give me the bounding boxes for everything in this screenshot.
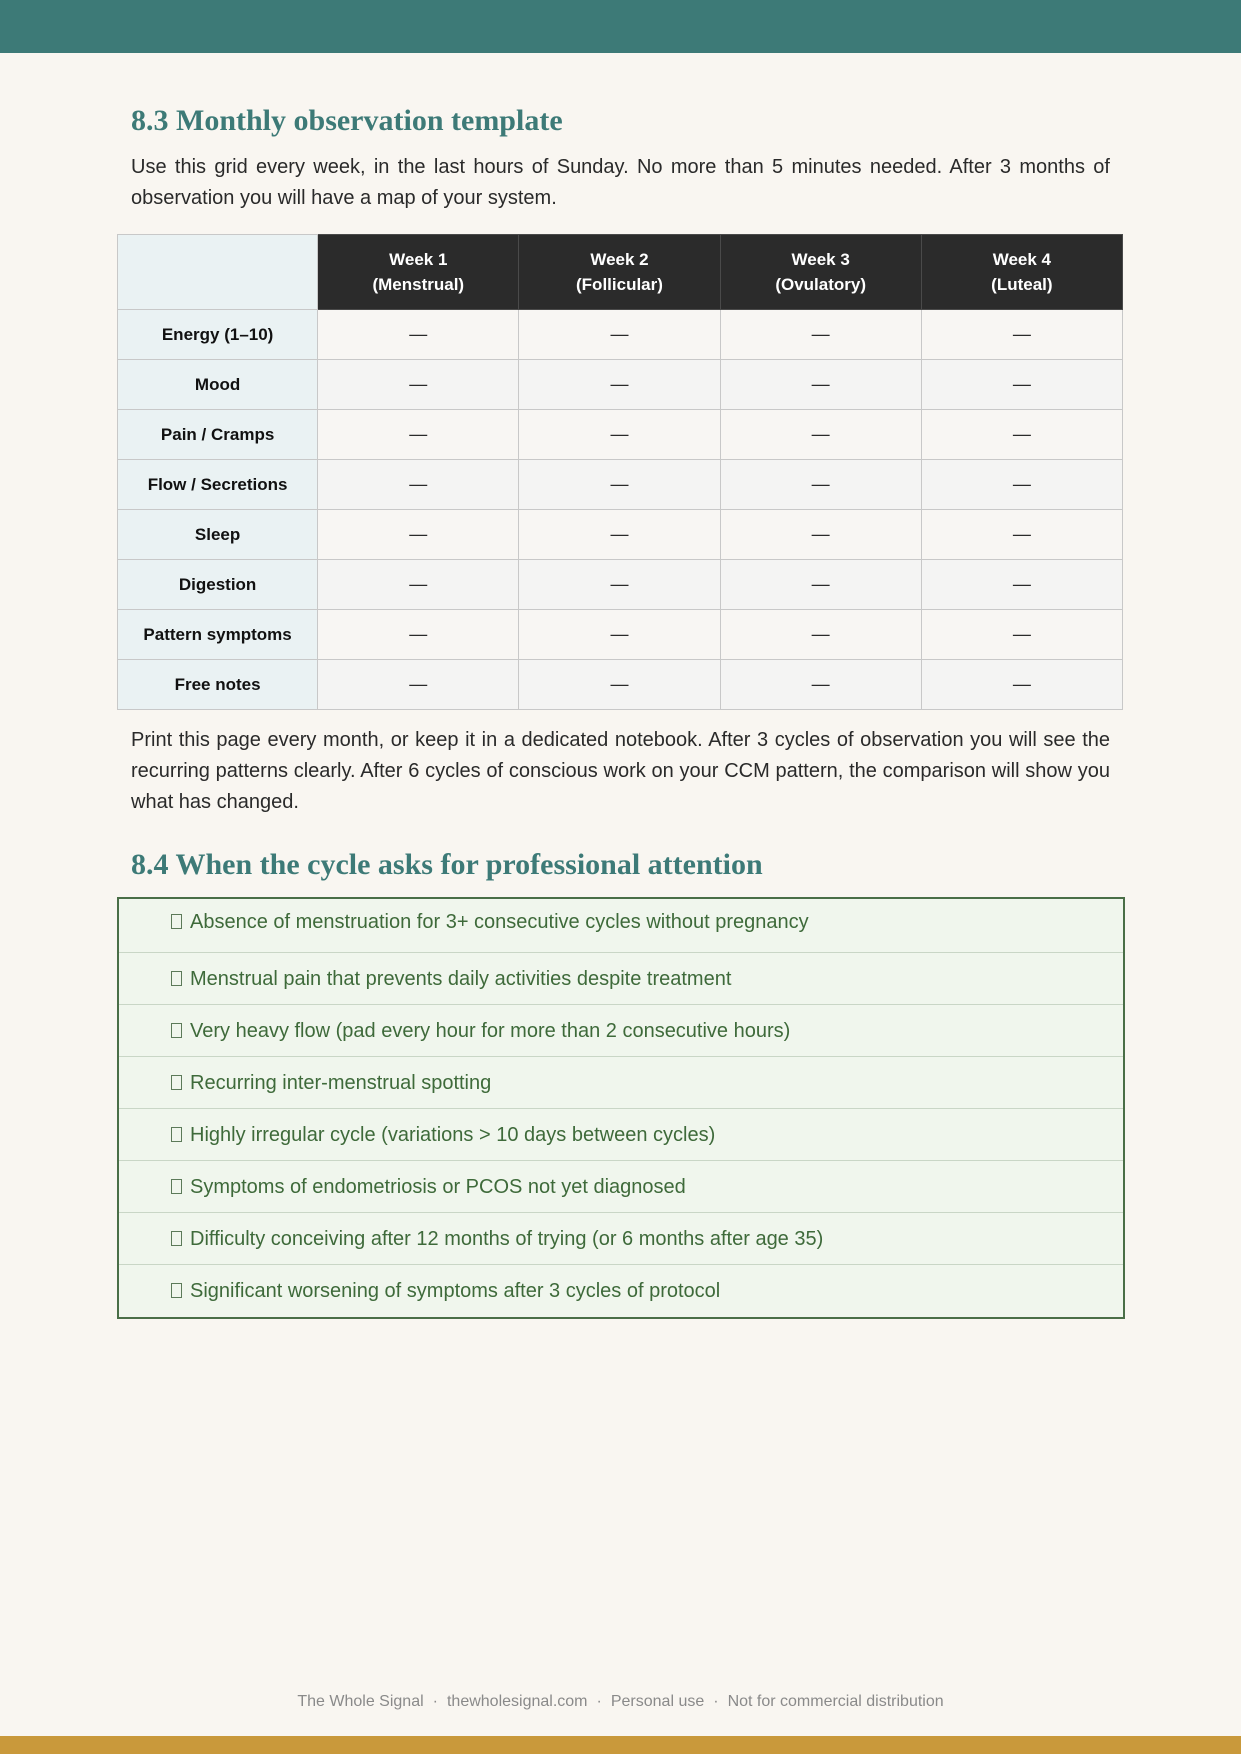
table-cell: — bbox=[318, 360, 519, 410]
table-cell: — bbox=[720, 410, 921, 460]
footer-notice: Not for commercial distribution bbox=[727, 1693, 944, 1710]
after-table-wrap bbox=[131, 725, 1110, 818]
row-label: Energy (1–10) bbox=[118, 310, 318, 360]
checklist-item-text: Very heavy flow (pad every hour for more than 2 consecutive hours) bbox=[190, 1019, 791, 1042]
table-cell: — bbox=[921, 310, 1122, 360]
table-row bbox=[118, 610, 1123, 660]
table-cell: — bbox=[519, 310, 720, 360]
row-label: Flow / Secretions bbox=[118, 460, 318, 510]
row-label: Mood bbox=[118, 360, 318, 410]
week-label: Week 1 bbox=[389, 250, 448, 269]
table-cell: — bbox=[720, 510, 921, 560]
table-cell: — bbox=[519, 510, 720, 560]
checklist-item-text: Symptoms of endometriosis or PCOS not yet diagnosed bbox=[190, 1175, 686, 1198]
section-title-8-4: 8.4 When the cycle asks for professional attention bbox=[131, 848, 763, 881]
checklist-item-text: Absence of menstruation for 3+ consecutive cycles without pregnancy bbox=[190, 910, 809, 933]
table-cell: — bbox=[720, 610, 921, 660]
checklist-item bbox=[119, 1108, 1123, 1161]
phase-label: (Ovulatory) bbox=[775, 275, 866, 294]
phase-label: (Menstrual) bbox=[372, 275, 465, 294]
table-cell: — bbox=[318, 460, 519, 510]
table-cell: — bbox=[720, 360, 921, 410]
checklist-item bbox=[119, 1056, 1123, 1109]
table-cell: — bbox=[318, 610, 519, 660]
table-cell: — bbox=[720, 460, 921, 510]
checklist-item bbox=[119, 1160, 1123, 1213]
table-cell: — bbox=[519, 560, 720, 610]
table-cell: — bbox=[720, 560, 921, 610]
checklist-item bbox=[119, 1212, 1123, 1265]
week-label: Week 3 bbox=[791, 250, 850, 269]
table-row bbox=[118, 660, 1123, 710]
table-cell: — bbox=[921, 460, 1122, 510]
checklist-item-text: Highly irregular cycle (variations > 10 days between cycles) bbox=[190, 1123, 716, 1146]
checkbox-icon[interactable] bbox=[171, 1023, 182, 1038]
checklist-item bbox=[119, 952, 1123, 1005]
bottom-banner bbox=[0, 1736, 1241, 1754]
table-header-row bbox=[118, 235, 1123, 310]
week-label: Week 4 bbox=[992, 250, 1052, 269]
table-cell: — bbox=[318, 510, 519, 560]
section-title-8-3: 8.3 Monthly observation template bbox=[131, 104, 563, 137]
footer-separator: · bbox=[432, 1693, 438, 1710]
row-label: Free notes bbox=[118, 660, 318, 710]
table-cell: — bbox=[519, 460, 720, 510]
table-corner-cell bbox=[118, 235, 318, 310]
checklist-item bbox=[119, 1004, 1123, 1057]
intro-paragraph-wrap bbox=[131, 152, 1110, 214]
table-header-week bbox=[519, 235, 720, 310]
checklist-item-text: Difficulty conceiving after 12 months of trying (or 6 months after age 35) bbox=[190, 1227, 824, 1250]
footer-separator: · bbox=[713, 1693, 719, 1710]
table-cell: — bbox=[720, 310, 921, 360]
table-row bbox=[118, 410, 1123, 460]
checklist-item bbox=[119, 899, 1123, 953]
table-row bbox=[118, 460, 1123, 510]
checkbox-icon[interactable] bbox=[171, 1231, 182, 1246]
checkbox-icon[interactable] bbox=[171, 1283, 182, 1298]
row-label: Pattern symptoms bbox=[118, 610, 318, 660]
table-cell: — bbox=[921, 610, 1122, 660]
table-header-week bbox=[720, 235, 921, 310]
row-label: Digestion bbox=[118, 560, 318, 610]
checkbox-icon[interactable] bbox=[171, 1179, 182, 1194]
observation-table bbox=[117, 234, 1123, 710]
row-label: Pain / Cramps bbox=[118, 410, 318, 460]
table-row bbox=[118, 360, 1123, 410]
phase-label: (Follicular) bbox=[576, 275, 663, 294]
checklist-item bbox=[119, 1264, 1123, 1317]
table-row bbox=[118, 310, 1123, 360]
checkbox-icon[interactable] bbox=[171, 1075, 182, 1090]
table-cell: — bbox=[519, 360, 720, 410]
table-header-week bbox=[318, 235, 519, 310]
table-cell: — bbox=[921, 410, 1122, 460]
table-cell: — bbox=[318, 310, 519, 360]
footer-separator: · bbox=[596, 1693, 602, 1710]
intro-paragraph: Use this grid every week, in the last hours of Sunday. No more than 5 minutes needed. After 3 months of observation you will have a map of your system. bbox=[131, 156, 1110, 209]
top-banner bbox=[0, 0, 1241, 53]
checkbox-icon[interactable] bbox=[171, 914, 182, 929]
table-cell: — bbox=[921, 360, 1122, 410]
row-label: Sleep bbox=[118, 510, 318, 560]
table-cell: — bbox=[921, 660, 1122, 710]
attention-checklist bbox=[117, 897, 1125, 1319]
footer-site-link[interactable]: thewholesignal.com bbox=[446, 1693, 588, 1710]
table-header-week bbox=[921, 235, 1122, 310]
phase-label: (Luteal) bbox=[991, 275, 1053, 294]
footer-use: Personal use bbox=[610, 1693, 705, 1710]
checkbox-icon[interactable] bbox=[171, 971, 182, 986]
table-cell: — bbox=[519, 410, 720, 460]
table-cell: — bbox=[921, 510, 1122, 560]
table-cell: — bbox=[318, 660, 519, 710]
table-row bbox=[118, 510, 1123, 560]
section-8-3 bbox=[131, 103, 1110, 139]
checklist-item-text: Menstrual pain that prevents daily activities despite treatment bbox=[190, 967, 732, 990]
table-cell: — bbox=[318, 560, 519, 610]
checkbox-icon[interactable] bbox=[171, 1127, 182, 1142]
table-cell: — bbox=[519, 610, 720, 660]
checklist-item-text: Significant worsening of symptoms after 3 cycles of protocol bbox=[190, 1279, 721, 1302]
footer-brand: The Whole Signal bbox=[297, 1693, 424, 1710]
page-footer bbox=[0, 1693, 1241, 1711]
table-cell: — bbox=[720, 660, 921, 710]
week-label: Week 2 bbox=[590, 250, 649, 269]
table-row bbox=[118, 560, 1123, 610]
checklist-item-text: Recurring inter-menstrual spotting bbox=[190, 1071, 492, 1094]
after-table-paragraph: Print this page every month, or keep it in a dedicated notebook. After 3 cycles of observation you will see the recurring patterns clearly. After 6 cycles of conscious work on your CCM pattern, the comparison will show you what has changed. bbox=[131, 729, 1110, 813]
table-cell: — bbox=[921, 560, 1122, 610]
table-cell: — bbox=[519, 660, 720, 710]
section-8-4 bbox=[131, 847, 1110, 883]
table-cell: — bbox=[318, 410, 519, 460]
